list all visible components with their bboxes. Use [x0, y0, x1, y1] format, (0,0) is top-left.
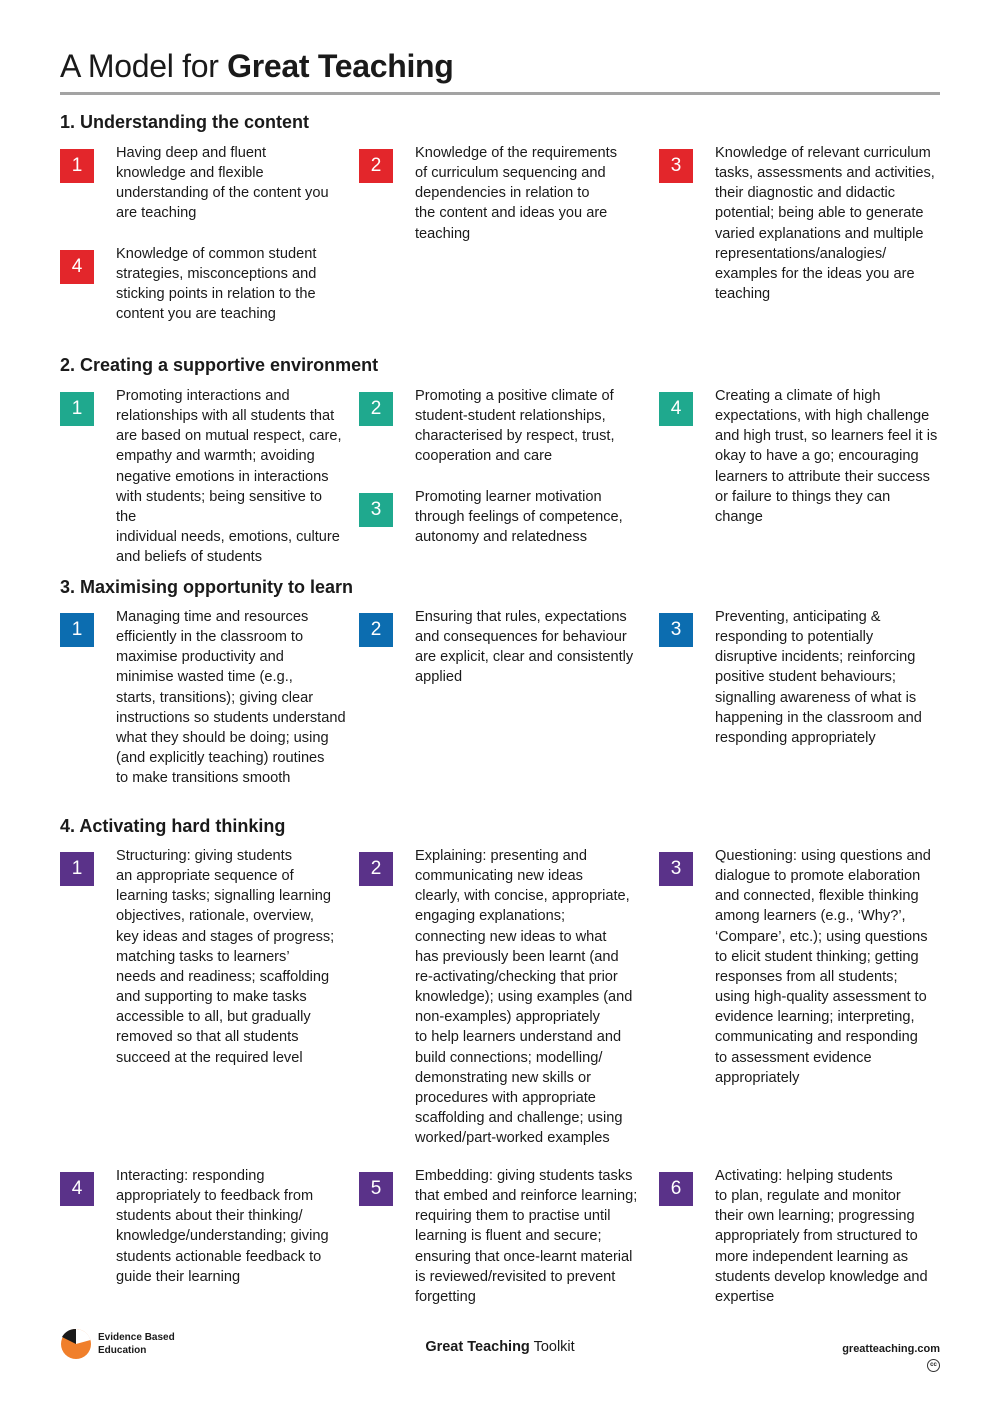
cc-license-icon: cc	[927, 1359, 940, 1372]
number-badge: 2	[359, 392, 393, 426]
footer-brand: Evidence Based Education	[98, 1332, 175, 1356]
item-text: Embedding: giving students tasks that embed and reinforce learning; requiring them to practise until learning is fluent and secure; ensuring that once-learnt material is reviewed/revisited to prevent forgetting	[415, 1168, 638, 1305]
number-badge: 3	[659, 852, 693, 886]
title-prefix: A Model for	[60, 48, 228, 84]
number-badge: 1	[60, 852, 94, 886]
number-badge: 4	[60, 1172, 94, 1206]
item-text: Creating a climate of high expectations, with high challenge and high trust, so learners feel it is okay to have a go; encouraging learners to attribute their success or failure to things they can change	[715, 388, 938, 525]
section-title-supportive-environment: 2. Creating a supportive environment	[60, 355, 379, 375]
number-badge: 6	[659, 1172, 693, 1206]
item-text: Structuring: giving students an appropriate sequence of learning tasks; signalling learning objectives, rationale, overview, key ideas and stages of progress; matching tasks to learners’ needs and readiness; scaffolding and supporting to make tasks accessible to all, but gradually removed so that all students succeed at the required level	[116, 848, 335, 1066]
number-badge: 4	[659, 392, 693, 426]
title-emphasis: Great Teaching	[227, 48, 454, 84]
item-text: Explaining: presenting and communicating new ideas clearly, with concise, appropriate, engaging explanations; connecting new ideas to what has previously been learnt (and re-activating/checking that prior knowledge); using examples (and non-examples) appropriately to help learners understand and build connections; modelling/ demonstrating new skills or procedures with appropriate scaffolding and challenge; using worked/part-worked examples	[415, 848, 633, 1147]
item-text: Knowledge of the requirements of curriculum sequencing and dependencies in relation to the content and ideas you are teaching	[415, 145, 618, 242]
number-badge: 1	[60, 613, 94, 647]
number-badge: 2	[359, 613, 393, 647]
number-badge: 3	[359, 493, 393, 527]
number-badge: 5	[359, 1172, 393, 1206]
item-text: Promoting interactions and relationships with all students that are based on mutual respect, care, empathy and warmth; avoiding negative emotions in interactions with students; being sensitive to the individual needs, emotions, culture and beliefs of students	[116, 388, 342, 566]
number-badge: 3	[659, 613, 693, 647]
footer-url[interactable]: greatteaching.com	[842, 1343, 940, 1355]
item-text: Promoting a positive climate of student-student relationships, characterised by respect, trust, cooperation and care	[415, 388, 615, 465]
number-badge: 3	[659, 149, 693, 183]
item-text: Knowledge of common student strategies, misconceptions and sticking points in relation to the content you are teaching	[116, 246, 317, 323]
item-text: Questioning: using questions and dialogue to promote elaboration and connected, flexible thinking among learners (e.g., ‘Why?’, ‘Compare’, etc.); using questions to elicit student thinking; getting responses from all students; using high-quality assessment to evidence learning; interpreting, communicating and responding to assessment evidence appropriately	[715, 848, 931, 1086]
page-title	[60, 48, 454, 85]
section-title-hard-thinking: 4. Activating hard thinking	[60, 816, 286, 836]
item-text: Activating: helping students to plan, regulate and monitor their own learning; progressing appropriately from structured to more independent learning as students develop knowledge and expertise	[715, 1168, 928, 1305]
number-badge: 4	[60, 250, 94, 284]
title-divider	[60, 92, 940, 95]
item-text: Preventing, anticipating & responding to potentially disruptive incidents; reinforcing positive student behaviours; signalling awareness of what is happening in the classroom and responding appropriately	[715, 609, 922, 746]
toolkit-suffix: Toolkit	[529, 1339, 575, 1355]
number-badge: 1	[60, 392, 94, 426]
item-text: Knowledge of relevant curriculum tasks, assessments and activities, their diagnostic and didactic potential; being able to generate varied explanations and multiple representations/analogies/ examples for the ideas you are teaching	[715, 145, 935, 303]
section-title-understanding-content: 1. Understanding the content	[60, 112, 310, 132]
number-badge: 2	[359, 149, 393, 183]
number-badge: 1	[60, 149, 94, 183]
item-text: Having deep and fluent knowledge and flexible understanding of the content you are teaching	[116, 145, 329, 222]
section-title-opportunity-to-learn: 3. Maximising opportunity to learn	[60, 577, 354, 597]
item-text: Ensuring that rules, expectations and consequences for behaviour are explicit, clear and consistently applied	[415, 609, 634, 686]
toolkit-emphasis: Great Teaching	[425, 1339, 530, 1355]
item-text: Promoting learner motivation through feelings of competence, autonomy and relatedness	[415, 489, 623, 546]
item-text: Interacting: responding appropriately to feedback from students about their thinking/ knowledge/understanding; giving students actionable feedback to guide their learning	[116, 1168, 329, 1285]
number-badge: 2	[359, 852, 393, 886]
item-text: Managing time and resources efficiently in the classroom to maximise productivity and minimise wasted time (e.g., starts, transitions); giving clear instructions so students understand what they should be doing; using (and explicitly teaching) routines to make transitions smooth	[116, 609, 346, 787]
